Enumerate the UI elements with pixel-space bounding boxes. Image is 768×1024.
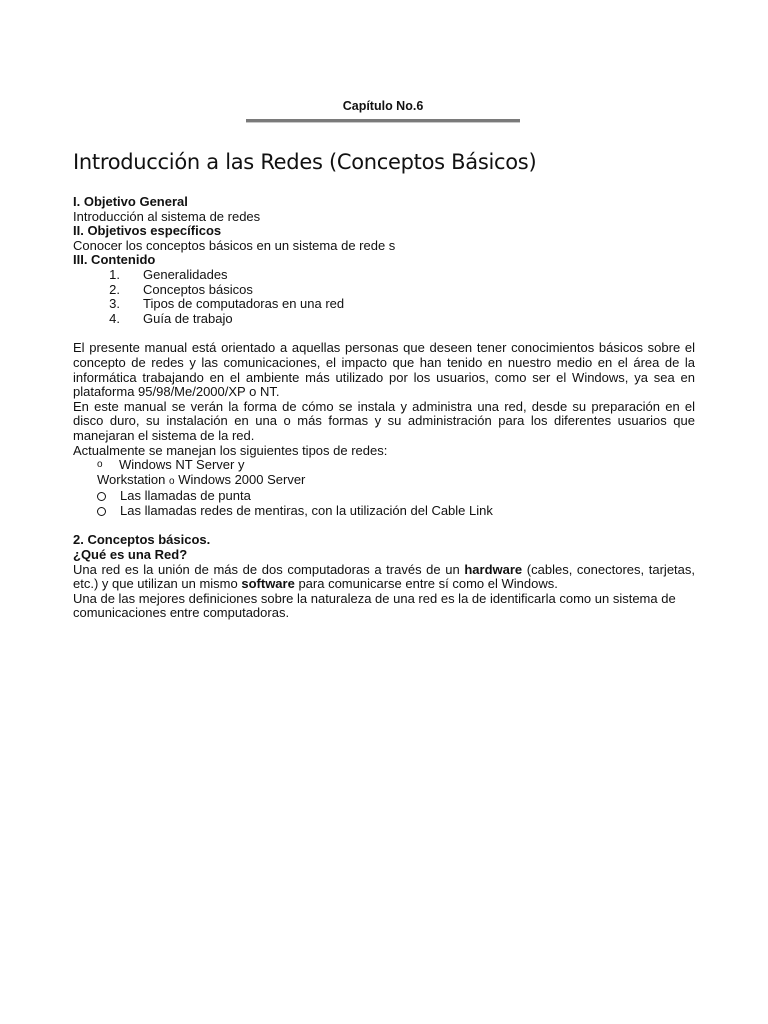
objective-general-heading: I. Objetivo General [73, 194, 188, 209]
hardware-term: hardware [464, 561, 523, 577]
section-2-heading: 2. Conceptos básicos. [73, 532, 211, 548]
intro-paragraph-2: En este manual se verán la forma de cómo se instala y administra una red, desde su preparación en el disco duro, su instalación en una o más formas y su administración para los diferentes usuarios que manejaran el sistema de la red. [73, 398, 695, 443]
objective-general-text: Introducción al sistema de redes [73, 208, 261, 224]
bullet-marker: o [97, 459, 103, 471]
chapter-header [246, 98, 520, 123]
network-types-list-2 [73, 489, 695, 518]
list-item-continuation [73, 473, 695, 490]
list-item-text: Las llamadas de punta [120, 488, 251, 504]
list-item [109, 310, 695, 327]
intro-paragraph-3: Actualmente se manejan los siguientes tipos de redes: [73, 442, 388, 458]
list-item [73, 504, 695, 519]
objective-specific-heading: II. Objetivos específicos [73, 223, 222, 239]
list-item-text: Windows NT Server y [119, 457, 245, 473]
list-item-text: Workstation [97, 471, 166, 487]
list-item-label: Tipos de computadoras en una red [143, 296, 345, 312]
document-body [73, 195, 695, 621]
circle-bullet-icon [97, 507, 106, 516]
list-item-text: Windows 2000 Server [178, 471, 306, 487]
list-item [109, 266, 695, 283]
intro-paragraph-1: El presente manual está orientado a aquellas personas que deseen tener conocimientos básicos sobre el concepto de redes y las comunicaciones, el impacto que han tenido en nuestro medio en el área de la informática trabajando en el ambiente más utilizado por los usuarios, como ser el Windows, ya sea en plataforma 95/98/Me/2000/XP o NT. [73, 340, 695, 400]
list-item-number: 3. [109, 296, 120, 312]
list-item-text: Las llamadas redes de mentiras, con la utilización del Cable Link [120, 502, 493, 518]
chapter-rule [246, 119, 520, 123]
list-item-number: 4. [109, 310, 120, 326]
software-term: software [241, 576, 295, 592]
list-item-label: Conceptos básicos [143, 281, 253, 297]
network-types-list [73, 458, 695, 473]
list-item-number: 1. [109, 266, 120, 282]
list-item-label: Generalidades [143, 266, 228, 282]
intro-block [73, 341, 695, 518]
contents-heading: III. Contenido [73, 252, 156, 268]
section-2-paragraph-1 [73, 563, 695, 592]
document-title: Introducción a las Redes (Conceptos Básicos) [73, 150, 537, 174]
list-item [109, 296, 695, 312]
list-item [73, 458, 695, 473]
section-2-paragraph-2: Una de las mejores definiciones sobre la naturaleza de una red es la de identificarla como un sistema de comunicaciones entre computadoras. [73, 590, 676, 621]
list-item [73, 489, 695, 504]
text-run: (cables, conectores, tarjetas, etc.) y que utilizan un mismo [73, 561, 695, 592]
list-item-number: 2. [109, 281, 120, 297]
section-2 [73, 533, 695, 621]
section-2-subheading: ¿Qué es una Red? [73, 547, 188, 563]
text-run: Una red es la unión de más de dos computadoras a través de un [73, 561, 465, 577]
contents-list [73, 268, 695, 326]
text-run: para comunicarse entre sí como el Windows. [294, 576, 558, 592]
chapter-label: Capítulo No.6 [342, 99, 424, 113]
list-item [109, 281, 695, 298]
bullet-marker: o [169, 475, 175, 487]
circle-bullet-icon [97, 492, 106, 501]
list-item-label: Guía de trabajo [143, 310, 233, 326]
objective-specific-text: Conocer los conceptos básicos en un sistema de rede s [73, 237, 396, 253]
